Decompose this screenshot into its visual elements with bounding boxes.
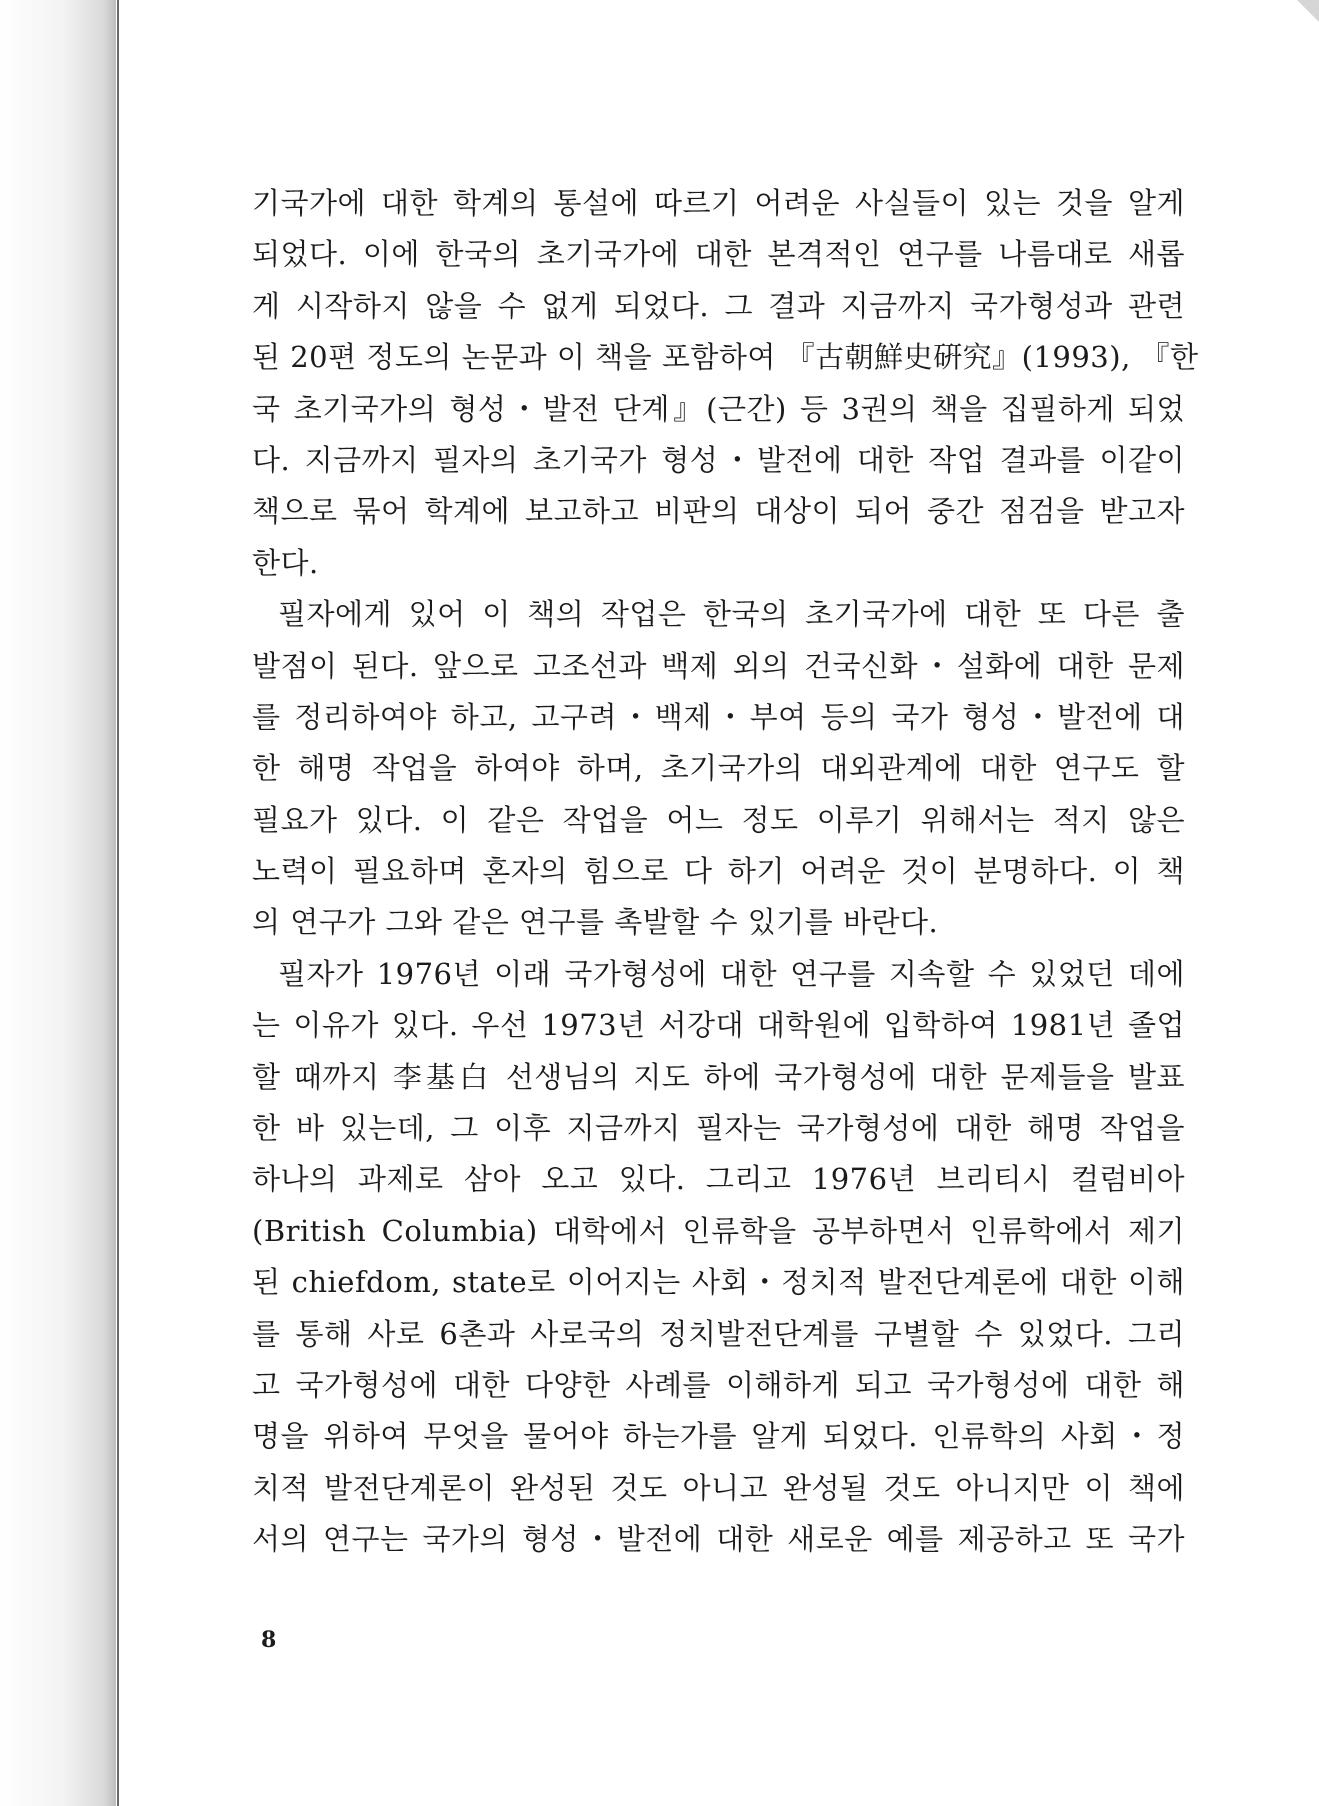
text-line: 되었다. 이에 한국의 초기국가에 대한 본격적인 연구를 나름대로 새롭 xyxy=(252,237,1185,272)
text-line: 고 국가형성에 대한 다양한 사례를 이해하게 되고 국가형성에 대한 해 xyxy=(252,1367,1185,1402)
text-line: 할 때까지 李基白 선생님의 지도 하에 국가형성에 대한 문제들을 발표 xyxy=(252,1059,1185,1094)
text-line: 된 chiefdom, state로 이어지는 사회・정치적 발전단계론에 대한 이해 xyxy=(252,1265,1185,1300)
text-line: 치적 발전단계론이 완성된 것도 아니고 완성될 것도 아니지만 이 책에 xyxy=(252,1470,1185,1505)
text-line: 책으로 묶어 학계에 보고하고 비판의 대상이 되어 중간 점검을 받고자 xyxy=(252,494,1185,529)
text-line: 명을 위하여 무엇을 물어야 하는가를 알게 되었다. 인류학의 사회・정 xyxy=(252,1419,1185,1454)
text-line: 의 연구가 그와 같은 연구를 촉발할 수 있기를 바란다. xyxy=(252,905,939,940)
text-line: 한 해명 작업을 하여야 하며, 초기국가의 대외관계에 대한 연구도 할 xyxy=(252,751,1185,786)
text-line: 된 20편 정도의 논문과 이 책을 포함하여 『古朝鮮史硏究』(1993), 『한 xyxy=(252,340,1199,375)
text-line: 필자에게 있어 이 책의 작업은 한국의 초기국가에 대한 또 다른 출 xyxy=(278,597,1185,632)
text-line: 게 시작하지 않을 수 없게 되었다. 그 결과 지금까지 국가형성과 관련 xyxy=(252,288,1185,323)
text-line: 를 정리하여야 하고, 고구려・백제・부여 등의 국가 형성・발전에 대 xyxy=(252,699,1185,734)
body-text xyxy=(252,178,1199,1566)
text-line: 다. 지금까지 필자의 초기국가 형성・발전에 대한 작업 결과를 이같이 xyxy=(252,442,1185,477)
book-page xyxy=(117,0,1319,1806)
text-line: 는 이유가 있다. 우선 1973년 서강대 대학원에 입학하여 1981년 졸업 xyxy=(252,1008,1185,1043)
text-line: 노력이 필요하며 혼자의 힘으로 다 하기 어려운 것이 분명하다. 이 책 xyxy=(252,854,1185,889)
text-line: 발점이 된다. 앞으로 고조선과 백제 외의 건국신화・설화에 대한 문제 xyxy=(252,648,1185,683)
page-corner xyxy=(1297,0,1319,22)
text-line: 필요가 있다. 이 같은 작업을 어느 정도 이루기 위해서는 적지 않은 xyxy=(252,802,1185,837)
text-line: 필자가 1976년 이래 국가형성에 대한 연구를 지속할 수 있었던 데에 xyxy=(278,956,1185,991)
text-line: 기국가에 대한 학계의 통설에 따르기 어려운 사실들이 있는 것을 알게 xyxy=(252,186,1185,220)
text-line: 한 바 있는데, 그 이후 지금까지 필자는 국가형성에 대한 해명 작업을 xyxy=(252,1111,1185,1146)
text-line: 서의 연구는 국가의 형성・발전에 대한 새로운 예를 제공하고 또 국가 xyxy=(252,1522,1185,1557)
left-margin-shadow xyxy=(0,0,116,1806)
text-line: 하나의 과제로 삼아 오고 있다. 그리고 1976년 브리티시 컬럼비아 xyxy=(252,1162,1185,1197)
page-number: 8 xyxy=(261,1627,277,1653)
text-line: 를 통해 사로 6촌과 사로국의 정치발전단계를 구별할 수 있었다. 그리 xyxy=(252,1316,1185,1351)
text-line: (British Columbia) 대학에서 인류학을 공부하면서 인류학에서 제기 xyxy=(252,1213,1185,1248)
text-line: 한다. xyxy=(252,545,319,580)
text-line: 국 초기국가의 형성・발전 단계』(근간) 등 3권의 책을 집필하게 되었 xyxy=(252,391,1185,426)
